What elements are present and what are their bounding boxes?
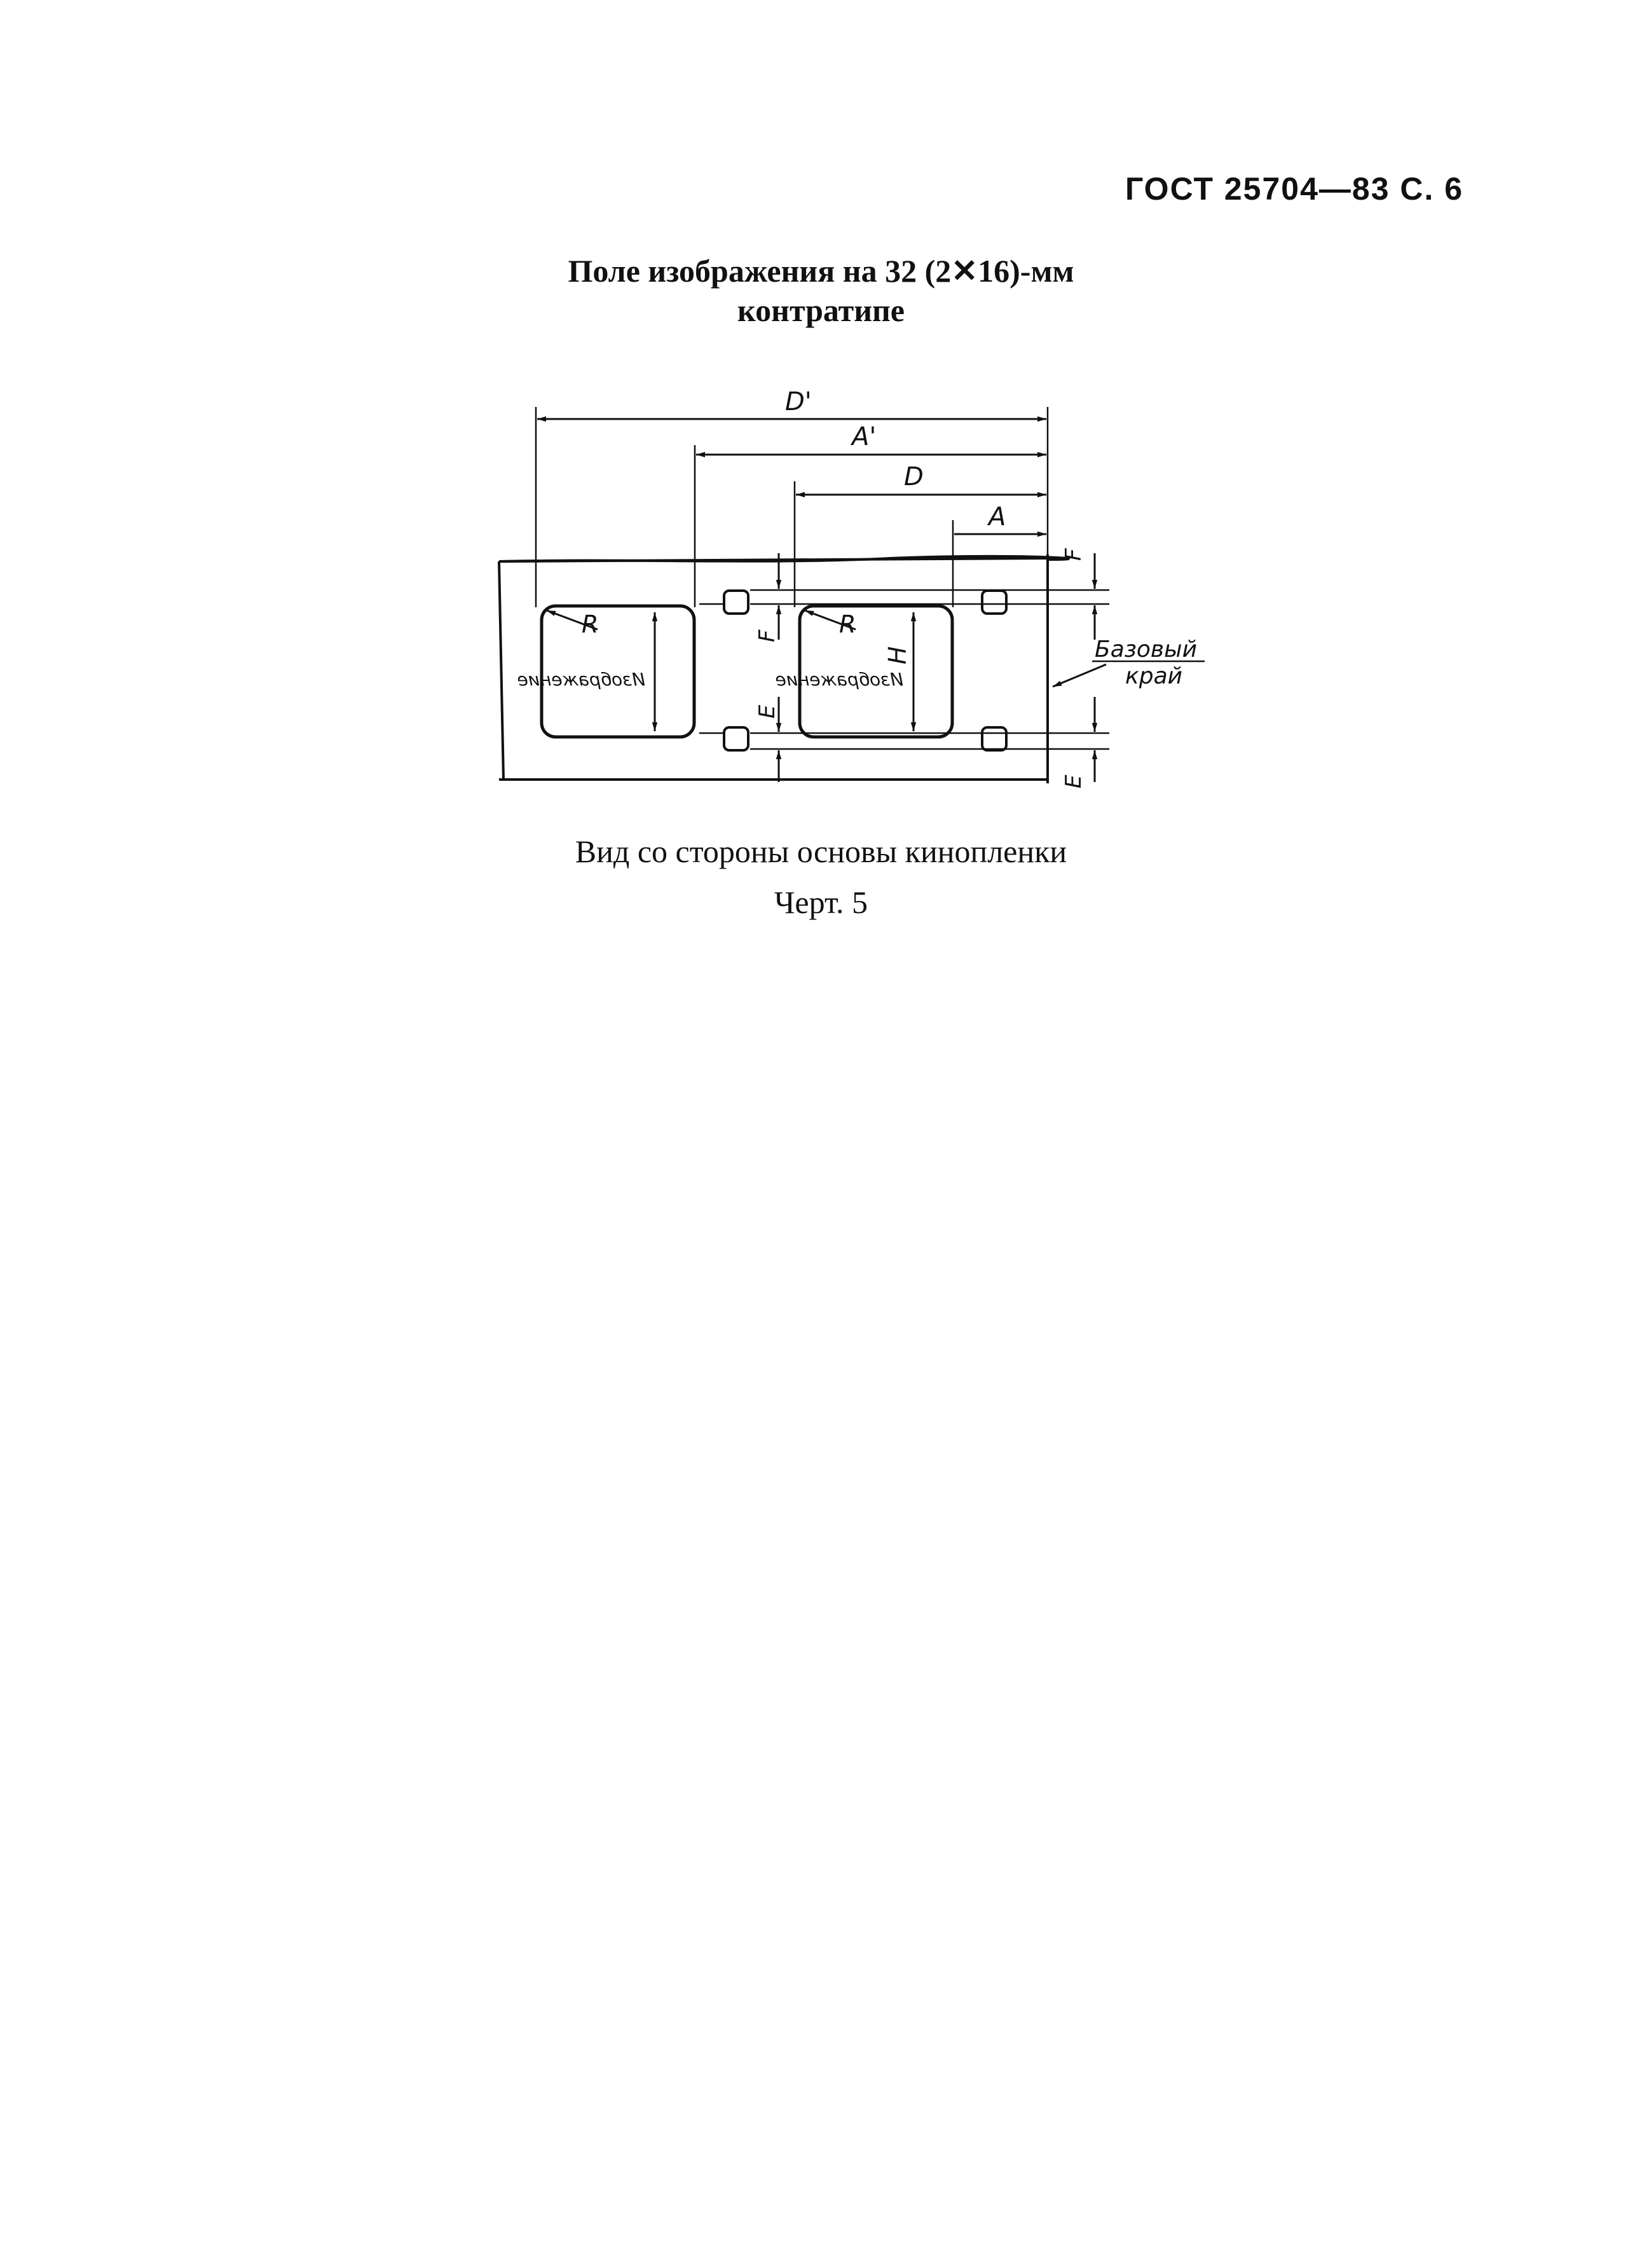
- dim-label-a-prime: A': [852, 422, 877, 451]
- page-header: ГОСТ 25704—83 С. 6: [1125, 171, 1464, 207]
- figure-title-line1: Поле изображения на 32 (2✕16)-мм: [568, 253, 1074, 289]
- base-edge-label-line2: край: [1125, 663, 1183, 689]
- perforation-bottom-right: [982, 727, 1006, 750]
- dim-label-f-right: F: [1061, 548, 1086, 561]
- dim-label-a: A: [989, 502, 1006, 532]
- dim-label-f-mid: F: [755, 629, 780, 642]
- view-caption: Вид со стороны основы кинопленки: [575, 834, 1067, 869]
- dim-label-h: H: [884, 646, 912, 664]
- image-label-right: Изображение: [775, 669, 903, 690]
- figure-title-line2: контратипе: [737, 292, 905, 328]
- dim-label-r-left: R: [582, 610, 599, 638]
- perforation-top-right: [982, 591, 1006, 614]
- dim-label-r-right: R: [839, 610, 856, 638]
- perforation-top-left: [724, 591, 748, 614]
- figure-number: Черт. 5: [774, 884, 868, 920]
- dim-label-e-right: E: [1061, 774, 1086, 788]
- dim-label-d-prime: D': [785, 387, 812, 416]
- extension-lines: [536, 407, 1109, 749]
- image-label-left: Изображение: [517, 669, 645, 690]
- perforation-bottom-left: [724, 727, 748, 750]
- dim-label-d: D: [904, 462, 924, 491]
- dimension-lines: [537, 419, 1106, 782]
- dim-label-e-mid: E: [755, 704, 780, 718]
- base-edge-label-line1: Базовый: [1095, 636, 1197, 663]
